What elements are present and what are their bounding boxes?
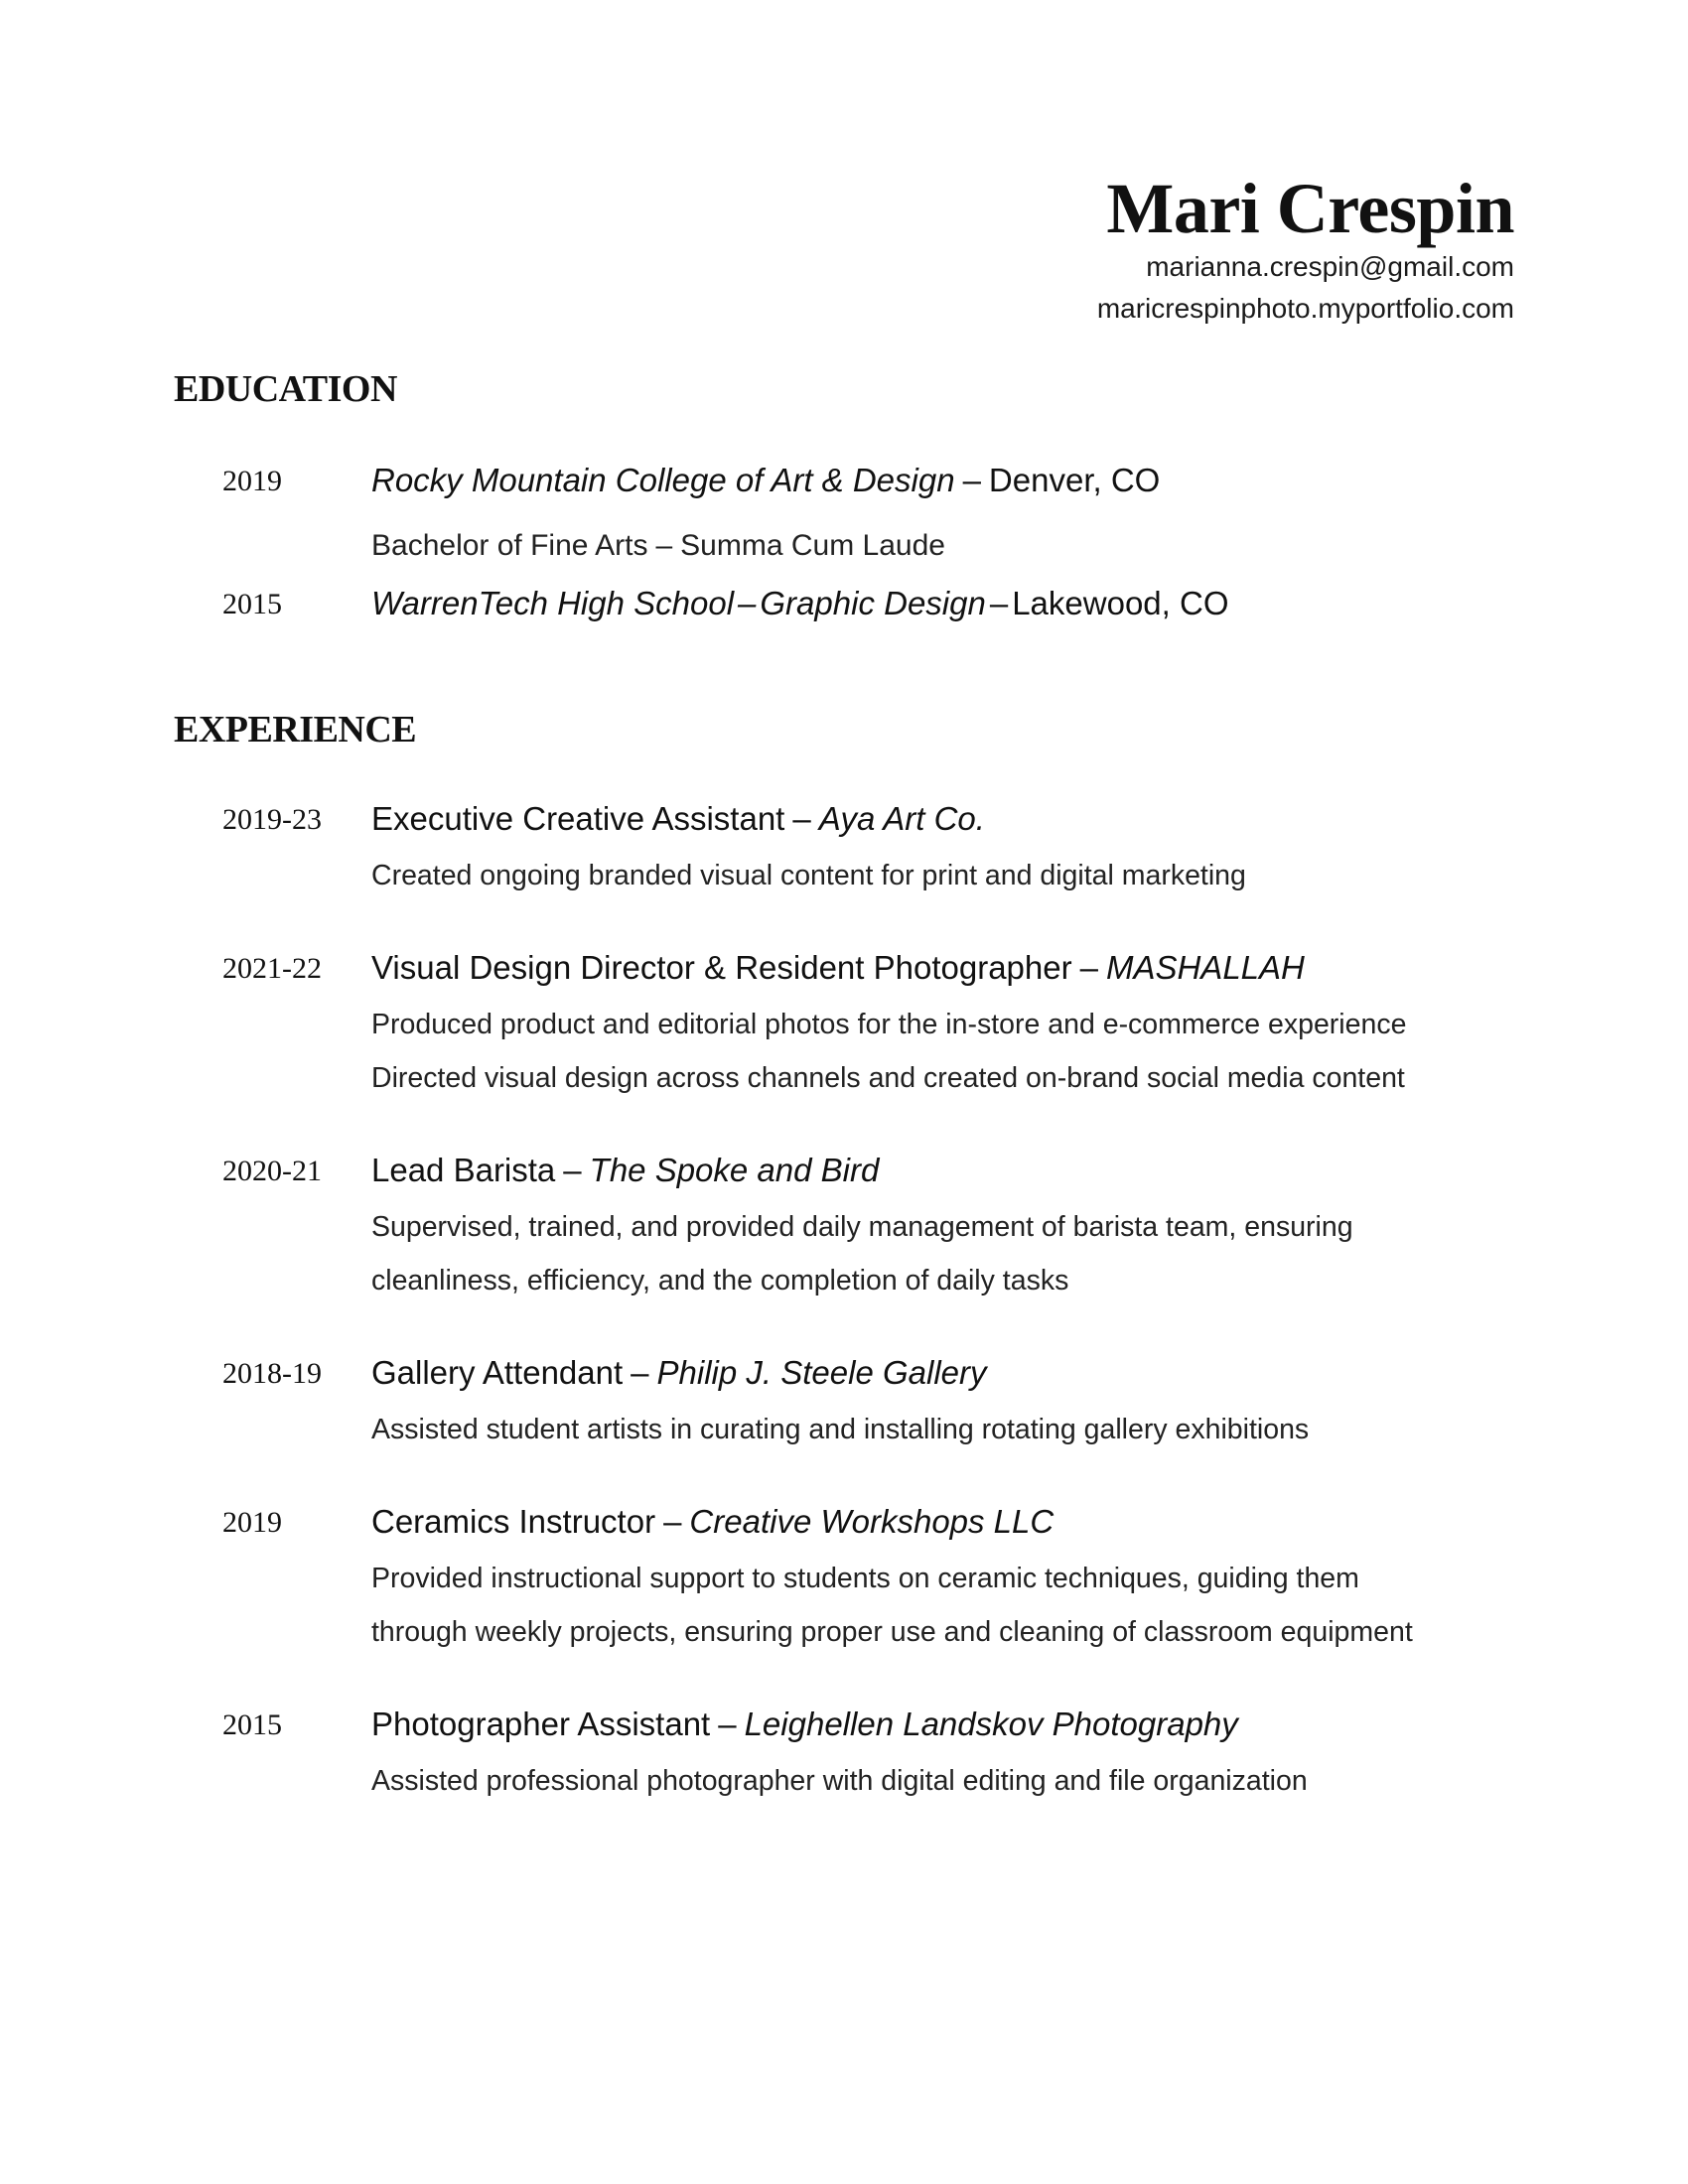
education-year: 2019 bbox=[222, 465, 282, 497]
job-description: Provided instructional support to students on ceramic techniques, guiding them bbox=[371, 1563, 1359, 1594]
job-description: Assisted student artists in curating and installing rotating gallery exhibitions bbox=[371, 1414, 1310, 1445]
school-location: Denver, CO bbox=[988, 462, 1161, 498]
candidate-name: Mari Crespin bbox=[1106, 169, 1514, 248]
education-entry bbox=[222, 459, 1513, 568]
experience-heading: EXPERIENCE bbox=[174, 709, 417, 751]
experience-years: 2018-19 bbox=[222, 1357, 322, 1390]
job-description: Assisted professional photographer with digital editing and file organization bbox=[371, 1765, 1308, 1797]
dash-separator: – bbox=[1079, 949, 1098, 986]
school-name: WarrenTech High School bbox=[371, 585, 735, 621]
experience-years: 2015 bbox=[222, 1708, 282, 1741]
experience-entry bbox=[222, 797, 1513, 902]
degree-line bbox=[371, 524, 1513, 568]
job-role: Photographer Assistant bbox=[371, 1706, 711, 1742]
job-role: Ceramics Instructor bbox=[371, 1503, 656, 1540]
job-role: Executive Creative Assistant bbox=[371, 800, 785, 837]
job-description: through weekly projects, ensuring proper use and cleaning of classroom equipment bbox=[371, 1616, 1413, 1648]
resume-header bbox=[1097, 171, 1514, 330]
education-title-line bbox=[371, 459, 1513, 502]
dash-separator: – bbox=[718, 1706, 737, 1742]
dash-separator: – bbox=[631, 1354, 649, 1391]
experience-entry bbox=[222, 1149, 1513, 1307]
employer-name: Philip J. Steele Gallery bbox=[656, 1354, 987, 1391]
dash-separator: – bbox=[663, 1503, 682, 1540]
job-description: Supervised, trained, and provided daily management of barista team, ensuring bbox=[371, 1211, 1353, 1243]
experience-title-line bbox=[371, 1703, 1513, 1746]
education-title-line bbox=[371, 582, 1513, 625]
employer-name: Leighellen Landskov Photography bbox=[744, 1706, 1238, 1742]
job-role: Lead Barista bbox=[371, 1152, 556, 1188]
job-description: Created ongoing branded visual content for print and digital marketing bbox=[371, 860, 1246, 891]
experience-entry bbox=[222, 1351, 1513, 1456]
experience-title-line bbox=[371, 1351, 1513, 1395]
dash-separator: – bbox=[792, 800, 811, 837]
education-heading: EDUCATION bbox=[174, 368, 397, 410]
experience-entry bbox=[222, 1500, 1513, 1659]
job-description: Produced product and editorial photos for the in-store and e-commerce experience bbox=[371, 1009, 1407, 1040]
job-description: cleanliness, efficiency, and the completion of daily tasks bbox=[371, 1265, 1069, 1297]
dash-separator: – bbox=[738, 585, 757, 621]
experience-entry bbox=[222, 1703, 1513, 1808]
experience-years: 2019 bbox=[222, 1506, 282, 1539]
experience-years: 2021-22 bbox=[222, 952, 322, 985]
program-name: Graphic Design bbox=[760, 585, 986, 621]
experience-title-line bbox=[371, 1500, 1513, 1544]
degree-name: Bachelor of Fine Arts bbox=[371, 529, 648, 562]
dash-separator: – bbox=[962, 462, 981, 498]
experience-years: 2020-21 bbox=[222, 1155, 322, 1187]
experience-entry bbox=[222, 946, 1513, 1105]
education-entry bbox=[222, 582, 1513, 625]
experience-title-line bbox=[371, 1149, 1513, 1192]
education-list bbox=[222, 459, 1513, 625]
employer-name: Aya Art Co. bbox=[818, 800, 985, 837]
job-description: Directed visual design across channels and created on-brand social media content bbox=[371, 1062, 1405, 1094]
portfolio-url: maricrespinphoto.myportfolio.com bbox=[1096, 293, 1514, 324]
employer-name: Creative Workshops LLC bbox=[689, 1503, 1055, 1540]
degree-honors: Summa Cum Laude bbox=[680, 529, 945, 562]
job-role: Gallery Attendant bbox=[371, 1354, 624, 1391]
experience-title-line bbox=[371, 946, 1513, 990]
experience-years: 2019-23 bbox=[222, 803, 322, 836]
school-location: Lakewood, CO bbox=[1012, 585, 1229, 621]
contact-info bbox=[1097, 246, 1514, 330]
email-address: marianna.crespin@gmail.com bbox=[1146, 251, 1514, 282]
employer-name: MASHALLAH bbox=[1105, 949, 1305, 986]
experience-title-line bbox=[371, 797, 1513, 841]
job-role: Visual Design Director & Resident Photographer bbox=[371, 949, 1072, 986]
employer-name: The Spoke and Bird bbox=[589, 1152, 880, 1188]
dash-separator: – bbox=[563, 1152, 582, 1188]
school-name: Rocky Mountain College of Art & Design bbox=[371, 462, 955, 498]
dash-separator: – bbox=[655, 529, 673, 562]
education-year: 2015 bbox=[222, 588, 282, 620]
experience-list bbox=[222, 797, 1513, 1851]
dash-separator: – bbox=[989, 585, 1009, 621]
